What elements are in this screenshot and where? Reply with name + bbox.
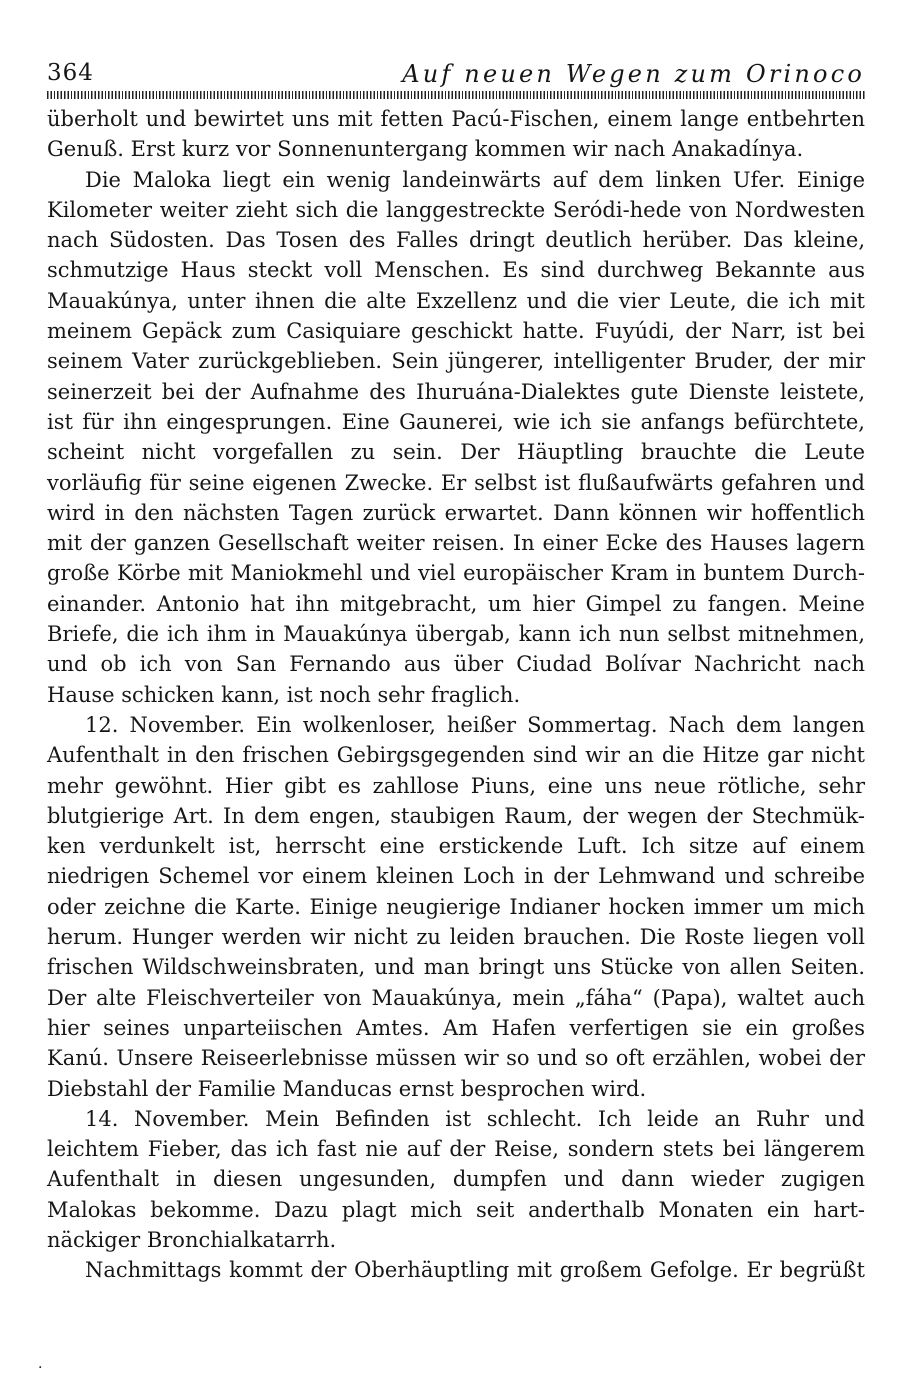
text-body: [47, 104, 865, 1286]
text-line: nach Südosten. Das Tosen des Falles dringt deutlich herüber. Das kleine,: [47, 228, 865, 253]
text-line: herum. Hunger werden wir nicht zu leiden brauchen. Die Roste liegen voll: [47, 925, 865, 950]
text-line: meinem Gepäck zum Casiquiare geschickt hatte. Fuyúdi, der Narr, ist bei: [47, 319, 865, 344]
text-line: scheint nicht vorgefallen zu sein. Der Häuptling brauchte die Leute: [47, 440, 865, 465]
text-line: Nachmittags kommt der Oberhäuptling mit großem Gefolge. Er begrüßt: [85, 1258, 865, 1283]
text-line: und ob ich von San Fernando aus über Ciudad Bolívar Nachricht nach: [47, 652, 865, 677]
text-line: Kilometer weiter zieht sich die langgestreckte Seródi-hede von Nordwesten: [47, 197, 865, 222]
text-line: Die Maloka liegt ein wenig landeinwärts auf dem linken Ufer. Einige: [85, 167, 865, 192]
text-line: überholt und bewirtet uns mit fetten Pacú-Fischen, einem lange entbehrten: [47, 107, 865, 131]
text-line: ken verdunkelt ist, herrscht eine erstickende Luft. Ich sitze auf einem: [47, 834, 865, 859]
text-line: mit der ganzen Gesellschaft weiter reisen. In einer Ecke des Hauses lagern: [47, 531, 865, 556]
text-line: schmutzige Haus steckt voll Menschen. Es sind durchweg Bekannte aus: [47, 258, 865, 283]
paragraph: [47, 710, 865, 1104]
text-line: große Körbe mit Maniokmehl und viel europäischer Kram in buntem Durch-: [47, 561, 865, 586]
text-line: Mauakúnya, unter ihnen die alte Exzellenz und die vier Leute, die ich mit: [47, 288, 865, 313]
page-number: 364: [47, 60, 94, 86]
text-line: 14. November. Mein Befinden ist schlecht. Ich leide an Ruhr und: [85, 1106, 865, 1131]
text-line: Hause schicken kann, ist noch sehr fraglich.: [47, 682, 521, 707]
text-line: Genuß. Erst kurz vor Sonnenuntergang kommen wir nach Anakadínya.: [47, 137, 804, 162]
paragraph: [47, 165, 865, 710]
text-line: Briefe, die ich ihm in Mauakúnya übergab, kann ich nun selbst mitnehmen,: [47, 622, 865, 647]
paragraph: [47, 1104, 865, 1255]
text-line: Aufenthalt in diesen ungesunden, dumpfen und dann wieder zugigen: [47, 1167, 865, 1192]
page-header: [47, 60, 865, 90]
text-line: frischen Wildschweinsbraten, und man bringt uns Stücke von allen Seiten.: [47, 955, 865, 980]
text-line: Der alte Fleischverteiler von Mauakúnya, mein „fáha“ (Papa), waltet auch: [47, 985, 865, 1010]
text-line: hier seines unparteiischen Amtes. Am Hafen verfertigen sie ein großes: [47, 1015, 865, 1040]
text-line: 12. November. Ein wolkenloser, heißer Sommertag. Nach dem langen: [85, 712, 865, 737]
text-line: näckiger Bronchialkatarrh.: [47, 1227, 337, 1252]
text-line: Malokas bekomme. Dazu plagt mich seit anderthalb Monaten ein hart-: [47, 1197, 865, 1222]
text-line: ist für ihn eingesprungen. Eine Gaunerei, wie ich sie anfangs befürchtete,: [47, 409, 865, 434]
text-line: seinerzeit bei der Aufnahme des Ihuruána-Dialektes gute Dienste leistete,: [47, 379, 865, 404]
text-line: seinem Vater zurückgeblieben. Sein jüngerer, intelligenter Bruder, der mir: [47, 349, 865, 374]
text-line: vorläufig für seine eigenen Zwecke. Er selbst ist flußaufwärts gefahren und: [47, 470, 865, 495]
text-line: mehr gewöhnt. Hier gibt es zahllose Piuns, eine uns neue rötliche, sehr: [47, 773, 865, 798]
text-line: Aufenthalt in den frischen Gebirgsgegenden sind wir an die Hitze gar nicht: [47, 743, 865, 768]
text-line: oder zeichne die Karte. Einige neugierige Indianer hocken immer um mich: [47, 894, 865, 919]
text-line: wird in den nächsten Tagen zurück erwartet. Dann können wir hoffentlich: [47, 500, 865, 525]
speck-mark: ·: [38, 1360, 43, 1376]
text-line: blutgierige Art. In dem engen, staubigen Raum, der wegen der Stechmük-: [47, 803, 865, 828]
text-line: leichtem Fieber, das ich fast nie auf der Reise, sondern stets bei längerem: [47, 1137, 865, 1162]
text-line: Diebstahl der Familie Manducas ernst besprochen wird.: [47, 1076, 647, 1101]
text-line: einander. Antonio hat ihn mitgebracht, um hier Gimpel zu fangen. Meine: [47, 591, 865, 616]
text-line: Kanú. Unsere Reiseerlebnisse müssen wir so und so oft erzählen, wobei der: [47, 1046, 865, 1071]
paragraph: [47, 1255, 865, 1285]
header-rule: [47, 91, 865, 99]
paragraph: [47, 104, 865, 165]
text-line: niedrigen Schemel vor einem kleinen Loch in der Lehmwand und schreibe: [47, 864, 865, 889]
running-title: Auf neuen Wegen zum Orinoco: [402, 60, 865, 88]
